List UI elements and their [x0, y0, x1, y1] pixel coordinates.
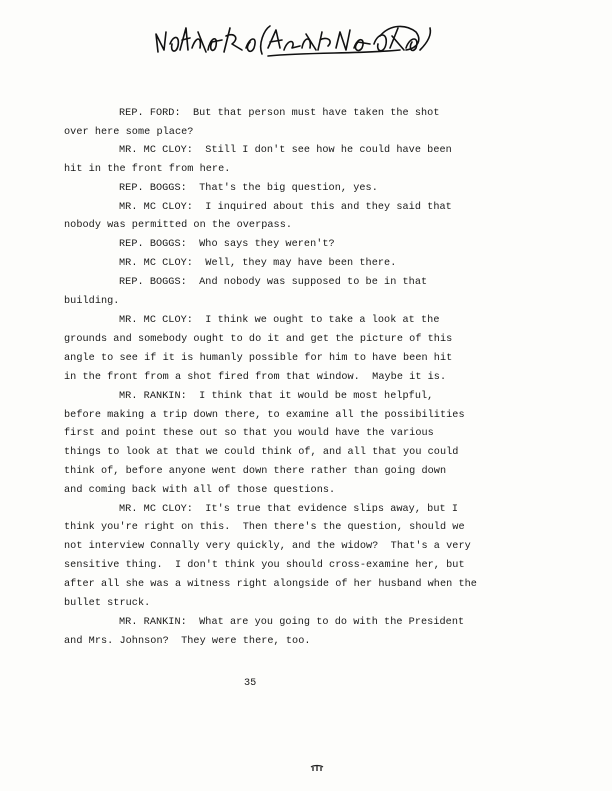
- transcript-line-1: REP. FORD: But that person must have taken the shot: [119, 108, 440, 119]
- transcript-line-24: not interview Connally very quickly, and the widow? That's a very: [64, 541, 471, 552]
- transcript-line-16: MR. RANKIN: I think that it would be most helpful,: [119, 391, 434, 402]
- transcript-line-13: grounds and somebody ought to do it and get the picture of this: [64, 334, 453, 345]
- transcript-line-27: bullet struck.: [64, 598, 151, 609]
- transcript-line-21: and coming back with all of those questions.: [64, 485, 336, 496]
- transcript-line-20: think of, before anyone went down there rather than going down: [64, 466, 447, 477]
- transcript-line-8: REP. BOGGS: Who says they weren't?: [119, 239, 335, 250]
- transcript-line-25: sensitive thing. I don't think you should cross-examine her, but: [64, 560, 465, 571]
- transcript-line-14: angle to see if it is humanly possible for him to have been hit: [64, 353, 453, 364]
- page-number: 35: [244, 678, 257, 689]
- transcript-line-17: before making a trip down there, to examine all the possibilities: [64, 410, 465, 421]
- transcript-line-2: over here some place?: [64, 127, 194, 138]
- handwritten-annotation: [150, 14, 440, 64]
- transcript-line-26: after all she was a witness right alongside of her husband when the: [64, 579, 477, 590]
- transcript-line-5: REP. BOGGS: That's the big question, yes.: [119, 183, 378, 194]
- transcript-line-10: REP. BOGGS: And nobody was supposed to be in that: [119, 277, 428, 288]
- transcript-line-15: in the front from a shot fired from that window. Maybe it is.: [64, 372, 447, 383]
- transcript-line-9: MR. MC CLOY: Well, they may have been there.: [119, 258, 397, 269]
- transcript-line-29: and Mrs. Johnson? They were there, too.: [64, 636, 311, 647]
- transcript-line-6: MR. MC CLOY: I inquired about this and they said that: [119, 202, 452, 213]
- transcript-line-3: MR. MC CLOY: Still I don't see how he could have been: [119, 145, 452, 156]
- transcript-line-7: nobody was permitted on the overpass.: [64, 220, 293, 231]
- transcript-line-19: things to look at that we could think of, and all that you could: [64, 447, 459, 458]
- stamp-mark: [310, 763, 324, 773]
- transcript-line-22: MR. MC CLOY: It's true that evidence slips away, but I: [119, 504, 458, 515]
- transcript-line-18: first and point these out so that you would have the various: [64, 428, 434, 439]
- transcript-line-11: building.: [64, 296, 120, 307]
- transcript-line-12: MR. MC CLOY: I think we ought to take a look at the: [119, 315, 440, 326]
- transcript-line-4: hit in the front from here.: [64, 164, 231, 175]
- transcript-line-23: think you're right on this. Then there's the question, should we: [64, 522, 465, 533]
- transcript-line-28: MR. RANKIN: What are you going to do with the President: [119, 617, 465, 628]
